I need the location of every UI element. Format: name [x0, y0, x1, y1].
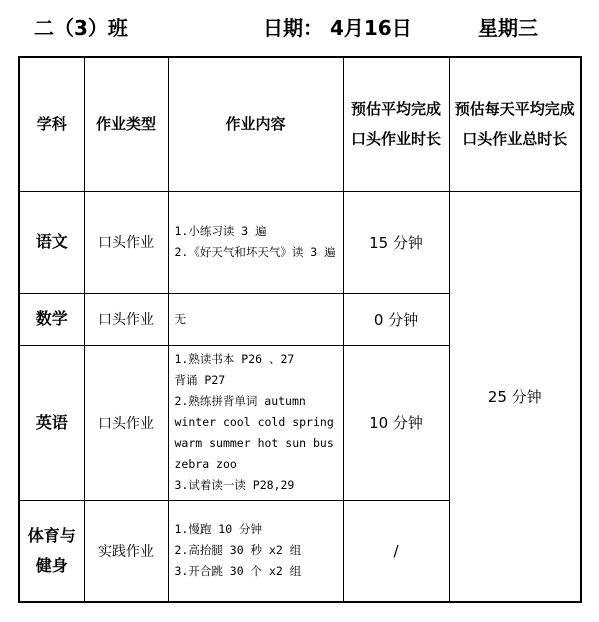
header-subject: 学科	[19, 57, 84, 191]
content-line: 1.慢跑 10 分钟	[174, 522, 263, 537]
subject-cell: 英语	[19, 345, 84, 500]
duration-cell: 15 分钟	[343, 191, 449, 293]
type-cell: 口头作业	[84, 345, 168, 500]
homework-table	[18, 56, 582, 603]
content-line: 3.开合跳 30 个 x2 组	[174, 564, 302, 579]
header-content: 作业内容	[168, 57, 343, 191]
content-cell	[168, 500, 343, 602]
duration-cell: 0 分钟	[343, 293, 449, 345]
content-line: 2.高抬腿 30 秒 x2 组	[174, 543, 302, 558]
content-cell	[168, 293, 343, 345]
duration-cell: 10 分钟	[343, 345, 449, 500]
content-line: 无	[174, 311, 186, 326]
page-header	[0, 8, 599, 42]
table-row	[19, 191, 581, 293]
content-cell	[168, 345, 343, 500]
type-cell: 口头作业	[84, 293, 168, 345]
content-line: 3.试着读一读 P28,29	[174, 478, 295, 492]
date-label: 日期： 4月16日	[263, 16, 412, 40]
header-total: 预估每天平均完成口头作业总时长	[449, 57, 581, 191]
total-duration-cell: 25 分钟	[449, 191, 581, 602]
weekday-label: 星期三	[478, 16, 538, 40]
header-type: 作业类型	[84, 57, 168, 191]
class-label: 二（3）班	[34, 16, 128, 40]
content-cell	[168, 191, 343, 293]
header-duration: 预估平均完成口头作业时长	[343, 57, 449, 191]
subject-cell: 体育与健身	[19, 500, 84, 602]
subject-cell: 数学	[19, 293, 84, 345]
content-line: 2.熟练拼背单词 autumn winter cool cold spring warm summer hot sun bus zebra zoo	[174, 394, 334, 471]
content-line: 1.熟读书本 P26 、27	[174, 352, 295, 366]
subject-cell: 语文	[19, 191, 84, 293]
content-line: 2.《好天气和坏天气》读 3 遍	[174, 245, 336, 259]
content-line: 背诵 P27	[174, 373, 226, 387]
type-cell: 实践作业	[84, 500, 168, 602]
duration-cell: /	[343, 500, 449, 602]
type-cell: 口头作业	[84, 191, 168, 293]
header-row	[19, 57, 581, 191]
content-line: 1.小练习读 3 遍	[174, 224, 267, 238]
